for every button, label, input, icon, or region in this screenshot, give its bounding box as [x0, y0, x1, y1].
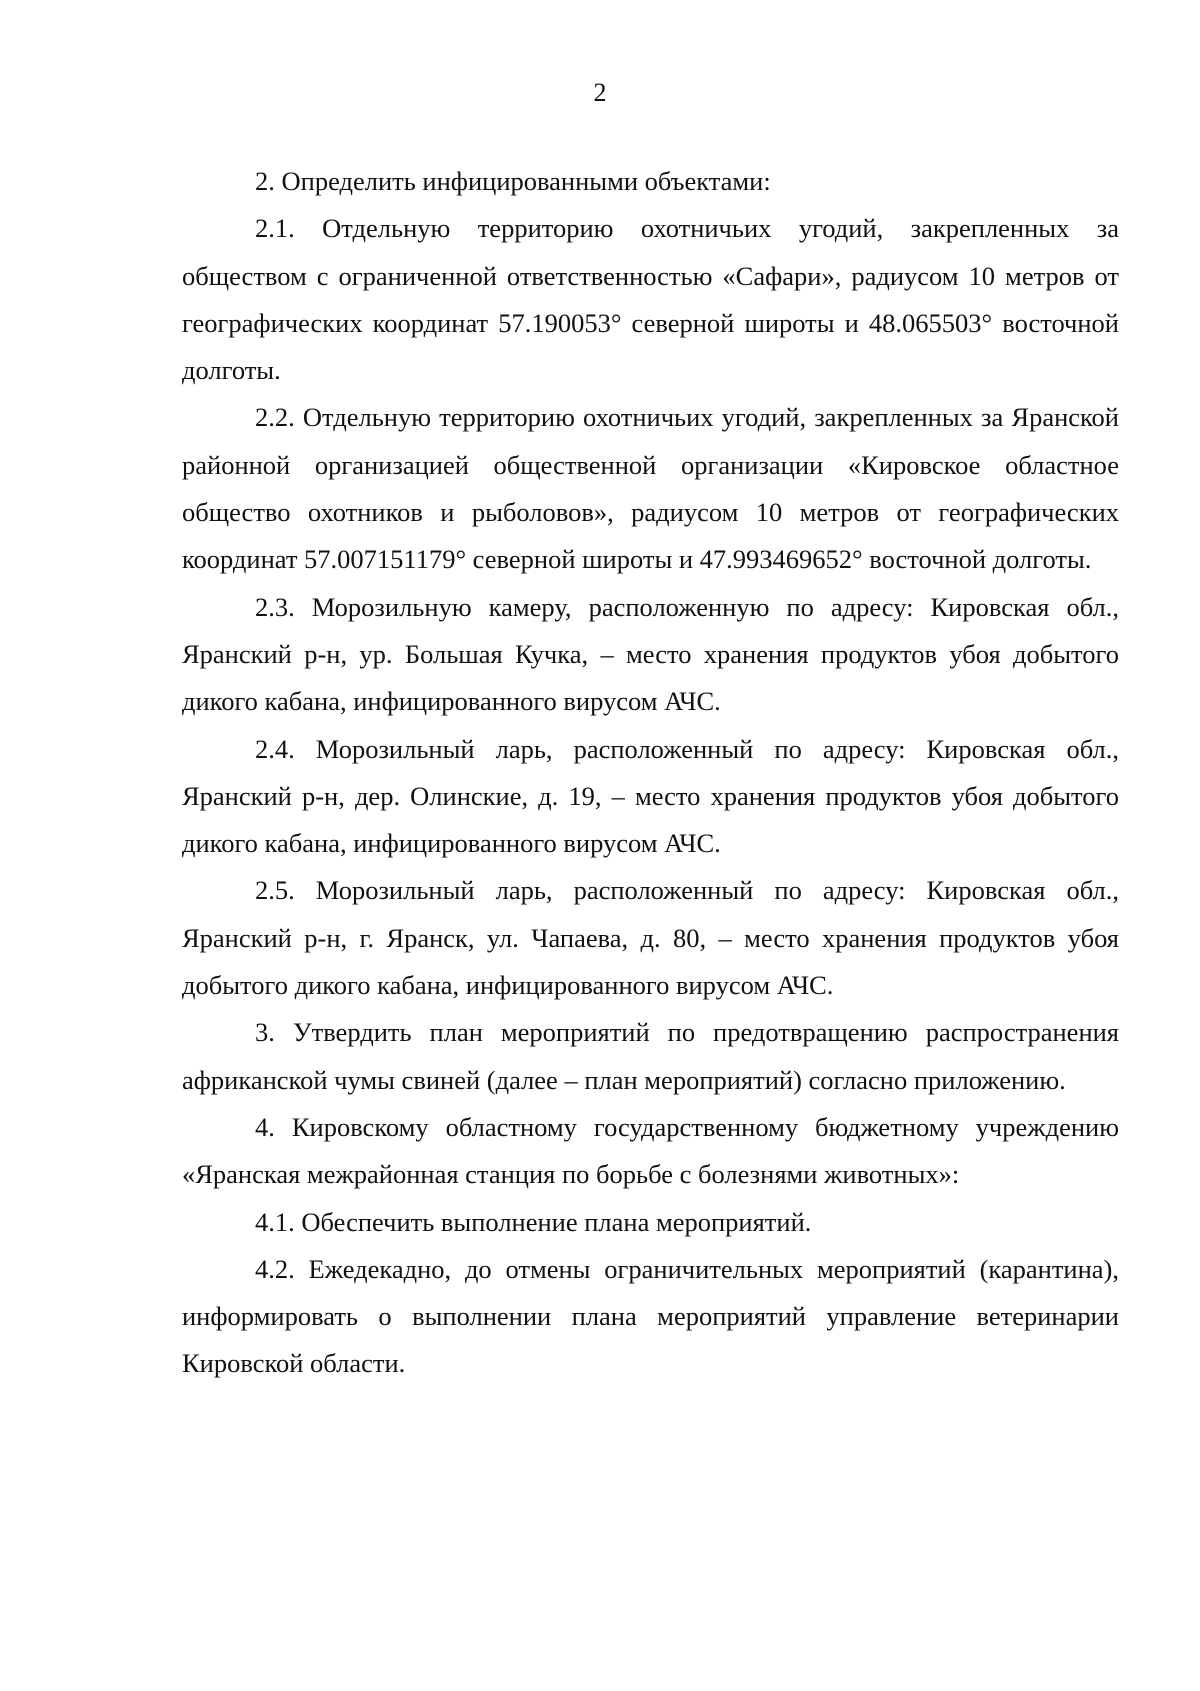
- paragraph-4: 4. Кировскому областному государственному бюджетному учреждению «Яранская межрайонная станция по борьбе с болезнями животных»:: [182, 1111, 1119, 1190]
- paragraph-2-3: 2.3. Морозильную камеру, расположенную по адресу: Кировская обл., Яранский р-н, ур. Большая Кучка, – место хранения продуктов убоя добытого дикого кабана, инфицированного вирусом АЧС.: [182, 591, 1119, 717]
- page-number: 2: [593, 78, 607, 107]
- paragraph-3: 3. Утвердить план мероприятий по предотвращению распространения африканской чумы свиней (далее – план мероприятий) согласно приложению.: [182, 1017, 1119, 1095]
- paragraph-2-5: 2.5. Морозильный ларь, расположенный по адресу: Кировская обл., Яранский р-н, г. Яранск, ул. Чапаева, д. 80, – место хранения продуктов убоя добытого дикого кабана, инфицированного вирусом АЧС.: [182, 875, 1119, 1001]
- paragraph-4-2: 4.2. Ежедекадно, до отмены ограничительных мероприятий (карантина), информировать о выполнении плана мероприятий управление ветеринарии Кировской области.: [182, 1253, 1119, 1379]
- paragraph-2: 2. Определить инфицированными объектами:: [255, 166, 771, 196]
- document-body: [182, 158, 1119, 1388]
- paragraph-2-1: 2.1. Отдельную территорию охотничьих угодий, закрепленных за обществом с ограниченной ответственностью «Сафари», радиусом 10 метров от географических координат 57.190053° северной широты и 48.065503° восточной долготы.: [182, 213, 1119, 386]
- paragraph-2-2: 2.2. Отдельную территорию охотничьих угодий, закрепленных за Яранской районной организацией общественной организации «Кировское областное общество охотников и рыболовов», радиусом 10 метров от географических координат 57.007151179° северной широты и 47.993469652° восточной долготы.: [182, 402, 1119, 575]
- paragraph-2-4: 2.4. Морозильный ларь, расположенный по адресу: Кировская обл., Яранский р-н, дер. Олинские, д. 19, – место хранения продуктов убоя добытого дикого кабана, инфицированного вирусом АЧС.: [182, 733, 1119, 859]
- paragraph-4-1: 4.1. Обеспечить выполнение плана мероприятий.: [255, 1206, 812, 1237]
